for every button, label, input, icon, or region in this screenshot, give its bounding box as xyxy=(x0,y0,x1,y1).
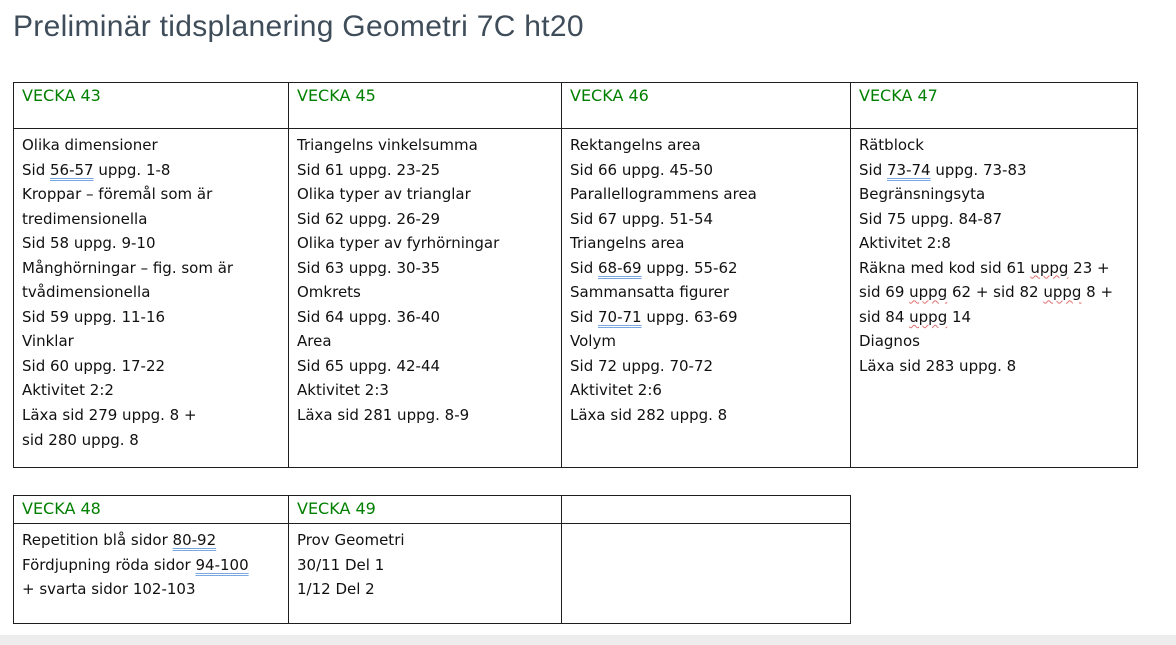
text-run: 1/12 Del 2 xyxy=(297,580,375,599)
text-line xyxy=(859,207,1129,232)
text-line xyxy=(859,158,1129,183)
spell-flagged-run: uppg xyxy=(1030,258,1069,277)
text-run: tredimensionella xyxy=(22,209,148,228)
text-line xyxy=(22,280,280,305)
text-run: sid 84 xyxy=(859,307,910,326)
text-line xyxy=(859,256,1129,281)
text-line xyxy=(297,577,553,602)
text-run: Aktivitet 2:8 xyxy=(859,234,951,253)
text-run: Sid 66 uppg. 45-50 xyxy=(570,160,714,179)
text-line xyxy=(570,378,842,403)
text-line xyxy=(297,553,553,578)
text-run: Läxa sid 282 uppg. 8 xyxy=(570,406,728,425)
text-run: Läxa sid 279 uppg. 8 + xyxy=(22,406,197,425)
text-run: Sid xyxy=(570,307,598,326)
text-line xyxy=(570,354,842,379)
text-run: Sid xyxy=(22,160,50,179)
text-run: uppg. 1-8 xyxy=(93,160,171,179)
text-line xyxy=(570,182,842,207)
week-cell-vecka-45 xyxy=(289,129,562,468)
week-table-2-header-row xyxy=(14,496,851,524)
text-line xyxy=(22,231,280,256)
text-run: Sammansatta figurer xyxy=(570,283,730,302)
text-run: Aktivitet 2:2 xyxy=(22,381,114,400)
text-line xyxy=(859,329,1129,354)
week-header-vecka-49: VECKA 49 xyxy=(289,496,562,524)
text-run: 8 + xyxy=(1081,283,1114,302)
text-run: sid 280 uppg. 8 xyxy=(22,430,139,449)
text-run: Sid 61 uppg. 23-25 xyxy=(297,160,441,179)
text-line xyxy=(570,207,842,232)
text-line xyxy=(570,256,842,281)
text-line xyxy=(297,256,553,281)
text-run: Rektangelns area xyxy=(570,136,701,154)
text-line xyxy=(22,528,280,553)
text-run: Parallellogrammens area xyxy=(570,185,757,204)
text-line xyxy=(297,158,553,183)
text-line xyxy=(22,403,280,428)
text-line xyxy=(22,553,280,578)
text-line xyxy=(297,305,553,330)
grammar-flagged-run: 56-57 xyxy=(49,160,94,179)
text-run: Triangelns area xyxy=(570,234,685,253)
text-run: uppg. 73-83 xyxy=(930,160,1027,179)
text-line xyxy=(22,428,280,453)
text-run: Sid 75 uppg. 84-87 xyxy=(859,209,1003,228)
text-line xyxy=(297,207,553,232)
text-line xyxy=(297,528,553,553)
week-header-empty xyxy=(562,496,851,524)
document-page xyxy=(0,9,1176,624)
text-run: 23 + xyxy=(1068,258,1110,277)
text-line xyxy=(859,354,1129,379)
grammar-flagged-run: 73-74 xyxy=(886,160,931,179)
text-line xyxy=(22,256,280,281)
week-header-vecka-43: VECKA 43 xyxy=(14,83,289,129)
text-line xyxy=(22,378,280,403)
text-line xyxy=(859,182,1129,207)
text-line xyxy=(570,158,842,183)
text-line xyxy=(570,133,842,158)
text-run: Sid 59 uppg. 11-16 xyxy=(22,307,166,326)
text-run: Area xyxy=(297,332,332,351)
week-cell-vecka-47 xyxy=(851,129,1138,468)
text-line xyxy=(22,133,280,158)
text-run: 30/11 Del 1 xyxy=(297,555,385,574)
text-line xyxy=(297,354,553,379)
week-header-vecka-46: VECKA 46 xyxy=(562,83,851,129)
text-line xyxy=(22,577,280,602)
text-run: Fördjupning röda sidor xyxy=(22,555,196,574)
week-cell-vecka-43 xyxy=(14,129,289,468)
text-run: Prov Geometri xyxy=(297,531,405,549)
week-cell-vecka-49 xyxy=(289,524,562,624)
text-run: 62 + sid 82 xyxy=(947,283,1044,302)
text-run: Olika typer av trianglar xyxy=(297,185,471,204)
text-run: Triangelns vinkelsumma xyxy=(297,136,478,154)
text-run: Sid 62 uppg. 26-29 xyxy=(297,209,441,228)
text-run: Sid 60 uppg. 17-22 xyxy=(22,356,166,375)
text-line xyxy=(859,133,1129,158)
text-run: Sid 64 uppg. 36-40 xyxy=(297,307,441,326)
text-line xyxy=(297,403,553,428)
text-run: Aktivitet 2:3 xyxy=(297,381,389,400)
grammar-flagged-run: 70-71 xyxy=(597,307,642,326)
week-table-2-body-row xyxy=(14,524,851,624)
text-line xyxy=(297,378,553,403)
text-line xyxy=(570,280,842,305)
week-cell-vecka-46 xyxy=(562,129,851,468)
week-table-2 xyxy=(13,495,851,624)
text-run: Sid 72 uppg. 70-72 xyxy=(570,356,714,375)
text-run: 14 xyxy=(947,307,972,326)
text-run: Rätblock xyxy=(859,136,924,154)
text-line xyxy=(297,133,553,158)
text-run: sid 69 xyxy=(859,283,910,302)
week-header-vecka-45: VECKA 45 xyxy=(289,83,562,129)
grammar-flagged-run: 94-100 xyxy=(195,555,249,574)
text-line xyxy=(570,305,842,330)
week-header-vecka-48: VECKA 48 xyxy=(14,496,289,524)
text-run: + svarta sidor 102-103 xyxy=(22,580,196,599)
spell-flagged-run: uppg xyxy=(909,307,948,326)
text-run: Repetition blå sidor xyxy=(22,531,173,549)
week-table-1 xyxy=(13,82,1138,468)
spell-flagged-run: uppg xyxy=(1043,283,1082,302)
week-header-vecka-47: VECKA 47 xyxy=(851,83,1138,129)
text-line xyxy=(297,182,553,207)
spell-flagged-run: uppg xyxy=(909,283,948,302)
text-run: Vinklar xyxy=(22,332,74,351)
text-line xyxy=(570,403,842,428)
text-run: Olika dimensioner xyxy=(22,136,158,154)
text-run: tvådimensionella xyxy=(22,283,151,302)
text-line xyxy=(570,231,842,256)
text-run: Omkrets xyxy=(297,283,361,302)
text-line xyxy=(22,329,280,354)
text-run: Olika typer av fyrhörningar xyxy=(297,234,500,253)
text-line xyxy=(859,280,1129,305)
text-run: Sid 67 uppg. 51-54 xyxy=(570,209,714,228)
text-line xyxy=(859,231,1129,256)
text-run: Sid 65 uppg. 42-44 xyxy=(297,356,441,375)
week-cell-vecka-48 xyxy=(14,524,289,624)
week-table-1-body-row xyxy=(14,129,1138,468)
bottom-strip xyxy=(0,635,1176,645)
text-line xyxy=(22,207,280,232)
text-run: Läxa sid 281 uppg. 8-9 xyxy=(297,406,470,425)
text-run: Läxa sid 283 uppg. 8 xyxy=(859,356,1017,375)
text-run: Sid xyxy=(859,160,887,179)
text-run: Begränsningsyta xyxy=(859,185,986,204)
text-run: Månghörningar – fig. som är xyxy=(22,258,234,277)
week-cell-empty xyxy=(562,524,851,624)
text-run: Aktivitet 2:6 xyxy=(570,381,662,400)
grammar-flagged-run: 68-69 xyxy=(597,258,642,277)
text-run: Kroppar – föremål som är xyxy=(22,185,213,204)
text-line xyxy=(22,354,280,379)
text-line xyxy=(859,305,1129,330)
text-run: uppg. 55-62 xyxy=(641,258,738,277)
text-line xyxy=(570,329,842,354)
text-line xyxy=(22,158,280,183)
week-table-1-header-row xyxy=(14,83,1138,129)
text-run: Räkna med kod sid 61 xyxy=(859,258,1031,277)
text-line xyxy=(297,280,553,305)
text-run: Sid 63 uppg. 30-35 xyxy=(297,258,441,277)
text-line xyxy=(22,305,280,330)
grammar-flagged-run: 80-92 xyxy=(172,531,217,549)
text-run: Sid xyxy=(570,258,598,277)
text-run: Volym xyxy=(570,332,616,351)
text-run: Sid 58 uppg. 9-10 xyxy=(22,234,156,253)
text-run: Diagnos xyxy=(859,332,920,351)
text-line xyxy=(22,182,280,207)
text-run: uppg. 63-69 xyxy=(641,307,738,326)
page-title: Preliminär tidsplanering Geometri 7C ht20 xyxy=(13,10,584,43)
text-line xyxy=(297,329,553,354)
text-line xyxy=(297,231,553,256)
